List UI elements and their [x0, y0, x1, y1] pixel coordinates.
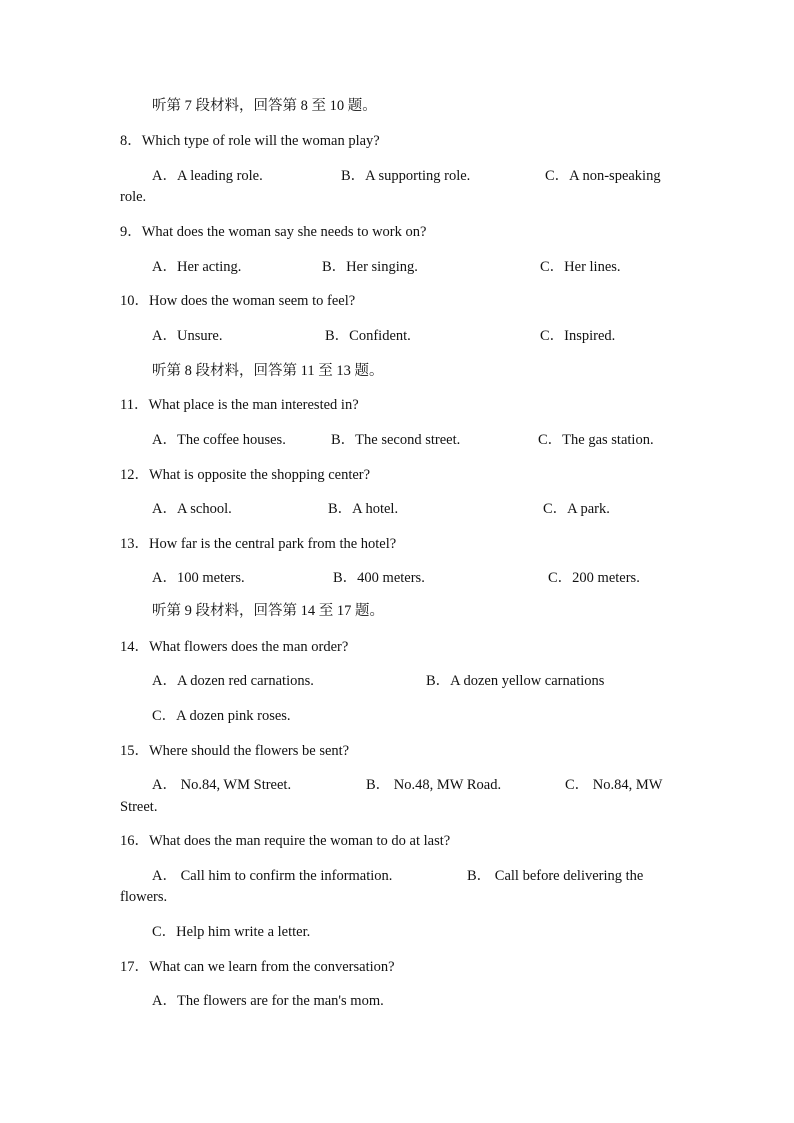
- option-b: B．The second street.: [331, 432, 461, 448]
- option-a: A．The flowers are for the man's mom.: [152, 993, 384, 1009]
- option-b: B． Call before delivering the: [467, 868, 644, 884]
- option-c: C．Her lines.: [540, 259, 621, 275]
- option-c: C． No.84, MW: [565, 777, 663, 793]
- option-b: B．400 meters.: [333, 570, 425, 586]
- option-a: A．A dozen red carnations.: [152, 673, 314, 689]
- option-a: A．A leading role.: [152, 168, 263, 184]
- question-stem: 15．Where should the flowers be sent?: [120, 743, 350, 759]
- option-a: A．A school.: [152, 501, 232, 517]
- option-b: B．A dozen yellow carnations: [426, 673, 605, 689]
- option-b: B．A supporting role.: [341, 168, 471, 184]
- option-a: A．Her acting.: [152, 259, 242, 275]
- option-a: A． Call him to confirm the information.: [152, 868, 393, 884]
- option-b: B．A hotel.: [328, 501, 399, 517]
- option-a: A．100 meters.: [152, 570, 245, 586]
- option-continuation: Street.: [120, 799, 158, 815]
- question-stem: 8．Which type of role will the woman play?: [120, 133, 380, 149]
- option-a: A．The coffee houses.: [152, 432, 286, 448]
- question-stem: 10．How does the woman seem to feel?: [120, 293, 356, 309]
- option-c: C．Help him write a letter.: [152, 924, 311, 940]
- option-b: B．Confident.: [325, 328, 411, 344]
- option-c: C．A dozen pink roses.: [152, 708, 291, 724]
- question-stem: 14．What flowers does the man order?: [120, 639, 349, 655]
- option-b: B．Her singing.: [322, 259, 418, 275]
- option-c: C．The gas station.: [538, 432, 654, 448]
- option-c: C．Inspired.: [540, 328, 616, 344]
- question-stem: 13．How far is the central park from the hotel?: [120, 536, 397, 552]
- section-heading: 听第 8 段材料，回答第 11 至 13 题。: [152, 363, 384, 379]
- option-continuation: flowers.: [120, 889, 168, 905]
- question-stem: 17．What can we learn from the conversation?: [120, 959, 395, 975]
- question-stem: 16．What does the man require the woman to do at last?: [120, 833, 451, 849]
- option-c: C．200 meters.: [548, 570, 640, 586]
- option-c: C．A non-speaking: [545, 168, 661, 184]
- option-b: B． No.48, MW Road.: [366, 777, 502, 793]
- section-heading: 听第 7 段材料，回答第 8 至 10 题。: [152, 98, 377, 114]
- option-c: C．A park.: [543, 501, 610, 517]
- question-stem: 9．What does the woman say she needs to work on?: [120, 224, 427, 240]
- option-a: A． No.84, WM Street.: [152, 777, 292, 793]
- question-stem: 11．What place is the man interested in?: [120, 397, 359, 413]
- section-heading: 听第 9 段材料，回答第 14 至 17 题。: [152, 603, 384, 619]
- option-continuation: role.: [120, 189, 147, 205]
- option-a: A．Unsure.: [152, 328, 223, 344]
- question-stem: 12．What is opposite the shopping center?: [120, 467, 371, 483]
